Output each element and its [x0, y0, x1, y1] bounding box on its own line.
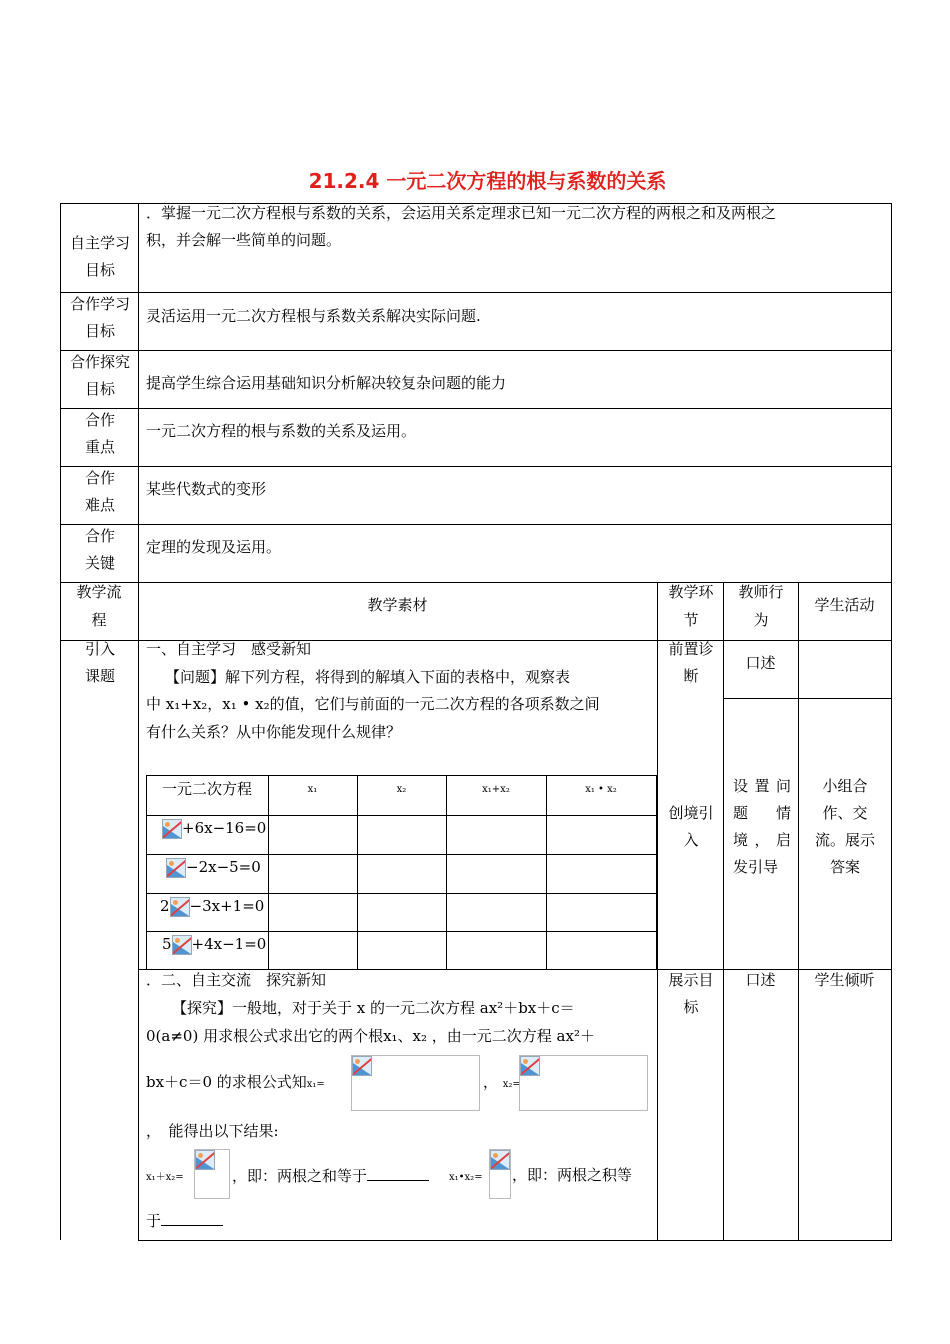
section-heading: ．二、自主交流 探究新知: [146, 971, 327, 989]
x2-label: x₂=: [502, 1079, 521, 1090]
problem-line: 中 x₁+x₂，x₁ • x₂的值，它们与前面的一元二次方程的各项系数之间: [146, 695, 600, 713]
x1-label: x₁=: [306, 1079, 325, 1090]
inner-table-border: [357, 775, 358, 969]
inner-table-border: [546, 775, 547, 969]
image-placeholder-icon: [520, 1056, 540, 1076]
inner-table-border: [656, 775, 657, 969]
table-border: [723, 698, 891, 699]
table-border: [60, 466, 891, 467]
table-border: [60, 524, 891, 525]
problem-line: 有什么关系？从中你能发现什么规律？: [146, 723, 402, 741]
explore-line: 0(a≠0) 用求根公式求出它的两个根x₁、x₂ ，由一元二次方程 ax²＋: [146, 1027, 595, 1045]
equation-text: +4x−1=0: [191, 935, 267, 953]
header-step: 教学环节: [668, 583, 714, 629]
equation-text: −3x+1=0: [189, 897, 265, 915]
row-content: 提高学生综合运用基础知识分析解决较复杂问题的能力: [146, 374, 507, 392]
explore-line: ， 能得出以下结果:: [146, 1122, 279, 1140]
inner-header: x₂: [396, 784, 407, 795]
header-teacher: 教师行为: [738, 583, 784, 629]
teacher-label: 口述: [745, 971, 776, 989]
table-border: [723, 582, 724, 1241]
explore-line: [172, 995, 657, 1022]
formula-box: [489, 1149, 511, 1199]
equation-cell: [162, 815, 272, 842]
table-border: [138, 203, 139, 1241]
header-student: 学生活动: [814, 596, 875, 614]
explore-text: 一般地，对于关于 x 的一元二次方程 ax²＋bx＋c＝: [232, 999, 575, 1017]
table-border: [138, 1240, 891, 1241]
problem-line: [165, 664, 655, 691]
table-border: [657, 582, 658, 1241]
equation-cell: [162, 931, 272, 958]
table-border: [891, 203, 892, 1241]
row-content: 积，并会解一些简单的问题。: [146, 231, 342, 249]
student-label: 学生倾听: [814, 971, 875, 989]
row-label: 合作重点: [84, 411, 115, 456]
inner-header: 一元二次方程: [161, 780, 252, 798]
sum-text-wrap: [232, 1162, 482, 1190]
table-border: [60, 408, 891, 409]
step-label: 展示目标: [668, 971, 714, 1016]
explore-text: bx＋c＝0 的求根公式知: [146, 1073, 307, 1091]
equation-cell: [160, 893, 270, 920]
teacher-label: 设置问题情境，启发引导: [733, 777, 791, 876]
row-label: 合作难点: [84, 469, 115, 514]
row-content: ．掌握一元二次方程根与系数的关系，会运用关系定理求已知一元二次方程的两根之和及两根之: [146, 204, 777, 222]
problem-text: 解下列方程，将得到的解填入下面的表格中，观察表: [225, 668, 571, 686]
image-placeholder-icon: [170, 897, 190, 917]
row-label: 合作学习目标: [70, 295, 131, 340]
prod-text: ，即：两根之积等: [512, 1166, 633, 1184]
equation-cell: [166, 854, 276, 881]
student-label: 小组合作、交流。展示答案: [815, 777, 876, 876]
formula-box: [194, 1149, 230, 1199]
prod-label-text: x₁•x₂=: [449, 1172, 483, 1183]
table-border: [60, 350, 891, 351]
row-content: 定理的发现及运用。: [146, 538, 282, 556]
inner-table-border: [146, 775, 147, 969]
row-content: 灵活运用一元二次方程根与系数关系解决实际问题.: [146, 307, 481, 325]
section-heading: 一、自主学习 感受新知: [146, 640, 312, 658]
document-title: 21.2.4 一元二次方程的根与系数的关系: [308, 169, 667, 193]
table-border: [60, 292, 891, 293]
equation-coef: 5: [162, 935, 172, 953]
explore-tag: 【探究】: [172, 999, 233, 1017]
equation-text: +6x−16=0: [182, 819, 267, 837]
equation-coef: 2: [160, 897, 170, 915]
image-placeholder-icon: [490, 1150, 510, 1170]
image-placeholder-icon: [166, 858, 186, 878]
inner-header: x₁: [307, 784, 318, 795]
inner-table-border: [446, 775, 447, 969]
header-flow: 教学流程: [76, 583, 122, 629]
table-border: [60, 203, 61, 1240]
problem-tag: 【问题】: [165, 668, 226, 686]
row-label: 合作探究目标: [70, 353, 131, 398]
explore-line: [146, 1069, 356, 1098]
header-material: 教学素材: [367, 596, 428, 614]
step-label: 创境引入: [668, 804, 714, 849]
inner-header: x₁ • x₂: [585, 784, 617, 795]
image-placeholder-icon: [162, 819, 182, 839]
image-placeholder-icon: [352, 1056, 372, 1076]
stage-label: 引入课题: [84, 640, 115, 685]
blank-line: [161, 1207, 223, 1226]
x2-label-wrap: ， x₂=: [483, 1073, 521, 1091]
sum-label-text: x₁＋x₂=: [146, 1172, 184, 1183]
equation-text: −2x−5=0: [186, 858, 261, 876]
prod-text2: 于: [146, 1212, 162, 1230]
table-border: [798, 582, 799, 1241]
teacher-label: 口述: [745, 654, 776, 672]
row-content: 一元二次方程的根与系数的关系及运用。: [146, 422, 417, 440]
row-label: 合作关键: [84, 527, 115, 572]
formula-box: [351, 1055, 480, 1111]
row-label: 自主学习目标: [70, 234, 131, 279]
image-placeholder-icon: [172, 935, 192, 955]
row-content: 某些代数式的变形: [146, 480, 267, 498]
step-label: 前置诊断: [668, 640, 714, 685]
prod-text-wrap: [146, 1207, 306, 1235]
blank-line: [367, 1162, 429, 1181]
formula-box: [519, 1055, 648, 1111]
inner-header: x₁+x₂: [482, 784, 510, 795]
sum-text: ，即：两根之和等于: [232, 1167, 368, 1185]
image-placeholder-icon: [195, 1150, 215, 1170]
